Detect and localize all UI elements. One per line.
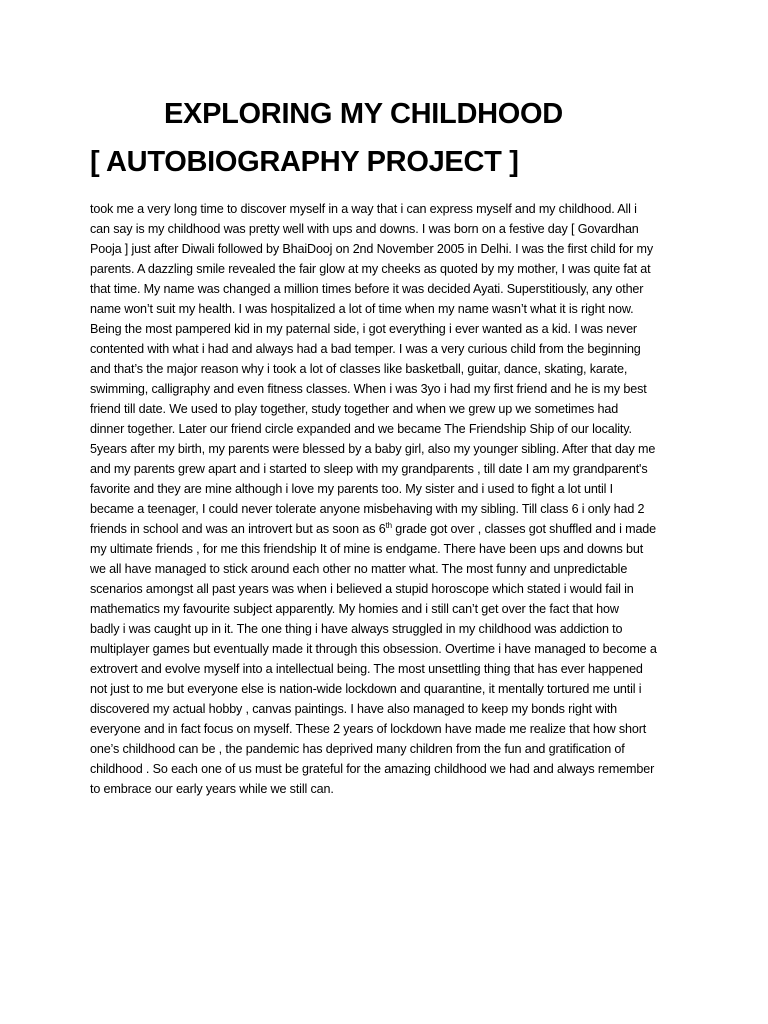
text-line: extrovert and evolve myself into a intellectual being. The most unsettling thing that has ever happened	[90, 662, 643, 676]
text-line: Pooja ] just after Diwali followed by BhaiDooj on 2nd November 2005 in Delhi. I was the first child for my	[90, 242, 653, 256]
text-line: not just to me but everyone else is nation-wide lockdown and quarantine, it mentally tortured me until i	[90, 682, 642, 696]
text-line: name won’t suit my health. I was hospitalized a lot of time when my name wasn’t what it is right now.	[90, 302, 634, 316]
text-line: to embrace our early years while we still can.	[90, 782, 334, 796]
text-line: 5years after my birth, my parents were blessed by a baby girl, also my younger sibling. After that day me	[90, 442, 656, 456]
text-line: everyone and in fact focus on myself. These 2 years of lockdown have made me realize that how short	[90, 722, 647, 736]
text-line: badly i was caught up in it. The one thing i have always struggled in my childhood was addiction to	[90, 622, 623, 636]
text-segment: friends in school and was an introvert but as soon as 6	[90, 522, 386, 536]
text-line: multiplayer games but eventually made it through this obsession. Overtime i have managed to become a	[90, 642, 657, 656]
text-line: discovered my actual hobby , canvas paintings. I have also managed to keep my bonds right with	[90, 702, 618, 716]
text-line: we all have managed to stick around each other no matter what. The most funny and unpredictable	[90, 562, 628, 576]
text-segment: grade got over , classes got shuffled and i made	[391, 522, 657, 536]
text-line: and my parents grew apart and i started to sleep with my grandparents , till date I am my grandparent's	[90, 462, 648, 476]
text-line-with-superscript	[90, 519, 683, 539]
text-line: scenarios amongst all past years was when i believed a stupid horoscope which stated i would fail in	[90, 582, 634, 596]
document-title: EXPLORING MY CHILDHOOD	[164, 98, 563, 130]
body-paragraph	[90, 199, 683, 799]
text-line: can say is my childhood was pretty well with ups and downs. I was born on a festive day [ Govardhan	[90, 222, 639, 236]
document-subtitle: [ AUTOBIOGRAPHY PROJECT ]	[90, 146, 519, 178]
text-line: one’s childhood can be , the pandemic has deprived many children from the fun and gratification of	[90, 742, 625, 756]
text-line: my ultimate friends , for me this friendship It of mine is endgame. There have been ups and downs but	[90, 542, 644, 556]
text-line: Being the most pampered kid in my paternal side, i got everything i ever wanted as a kid. I was never	[90, 322, 637, 336]
text-line: friend till date. We used to play together, study together and when we grew up we sometimes had	[90, 402, 619, 416]
text-line: contented with what i had and always had a bad temper. I was a very curious child from the beginning	[90, 342, 641, 356]
text-line: favorite and they are mine although i love my parents too. My sister and i used to fight a lot until I	[90, 482, 614, 496]
text-line: and that’s the major reason why i took a lot of classes like basketball, guitar, dance, skating, karate,	[90, 362, 628, 376]
text-line: that time. My name was changed a million times before it was decided Ayati. Superstitiously, any other	[90, 282, 644, 296]
text-line: took me a very long time to discover myself in a way that i can express myself and my childhood. All i	[90, 202, 637, 216]
ordinal-superscript: th	[385, 520, 392, 530]
text-line: mathematics my favourite subject apparently. My homies and i still can’t get over the fact that how	[90, 602, 619, 616]
text-line: dinner together. Later our friend circle expanded and we became The Friendship Ship of our locality.	[90, 422, 632, 436]
text-line: swimming, calligraphy and even fitness classes. When i was 3yo i had my first friend and he is my best	[90, 382, 647, 396]
text-line: childhood . So each one of us must be grateful for the amazing childhood we had and always remember	[90, 762, 655, 776]
text-line: parents. A dazzling smile revealed the fair glow at my cheeks as quoted by my mother, I was quite fat at	[90, 262, 651, 276]
text-line: became a teenager, I could never tolerate anyone misbehaving with my sibling. Till class 6 i only had 2	[90, 502, 645, 516]
